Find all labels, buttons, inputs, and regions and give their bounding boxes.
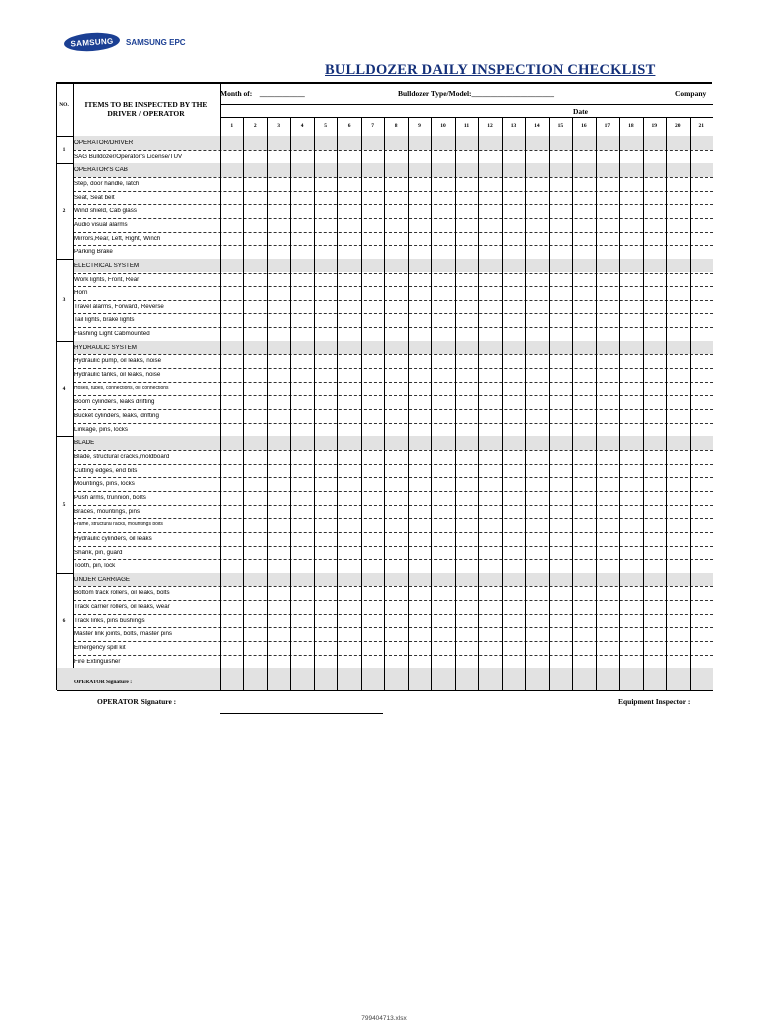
day-column-divider xyxy=(408,117,409,690)
day-number-9: 9 xyxy=(418,123,421,129)
inspector-signature-label: Equipment Inspector : xyxy=(618,697,691,706)
day-number-4: 4 xyxy=(300,123,304,129)
checklist-item: Step, door handle, latch xyxy=(74,180,140,187)
row-divider xyxy=(73,532,713,533)
checklist-item: Travel alarms, Forward, Reverse xyxy=(74,303,164,310)
day-number-16: 16 xyxy=(581,123,587,129)
checklist-item: Shank, pin, guard xyxy=(74,549,123,556)
day-number-12: 12 xyxy=(487,123,493,129)
checklist-item: Frame, structural racks, mountings bolts xyxy=(74,522,163,528)
checklist-item: Fire Extinguisher xyxy=(74,658,121,665)
section-heading: ELECTRICAL SYSTEM xyxy=(74,262,140,269)
day-number-20: 20 xyxy=(675,123,681,129)
day-number-21: 21 xyxy=(698,123,704,129)
row-divider xyxy=(73,368,713,369)
row-divider xyxy=(73,409,713,410)
row-divider xyxy=(73,518,713,519)
checklist-item: Horn xyxy=(74,290,88,297)
checklist-item: Hydraulic cylinders, oil leaks xyxy=(74,535,152,542)
operator-signature-line[interactable] xyxy=(220,713,383,714)
section-number: 5 xyxy=(62,501,66,508)
row-divider xyxy=(73,218,713,219)
checklist-item: Wind shield, Cab glass xyxy=(74,208,137,215)
samsung-logo-mark: SAMSUNG xyxy=(63,31,120,53)
row-divider xyxy=(73,655,713,656)
samsung-logo xyxy=(64,33,186,51)
checklist-item: Audio visual alarms xyxy=(74,221,128,228)
operator-signature-cell-label: OPERATOR Signature : xyxy=(74,680,133,686)
row-divider xyxy=(73,505,713,506)
row-divider xyxy=(73,354,713,355)
day-column-divider xyxy=(290,117,291,690)
month-label: Month of: xyxy=(220,89,253,98)
date-divider xyxy=(220,117,713,118)
checklist-item: Master link joints, bolts, master pins xyxy=(74,631,173,638)
checklist-item: Tooth, pin, lock xyxy=(74,563,116,570)
row-divider xyxy=(73,177,713,178)
section-number: 3 xyxy=(62,296,66,303)
checklist-item: Bottom track rollers, oil leaks, bolts xyxy=(74,590,170,597)
row-divider xyxy=(73,586,713,587)
file-name: 799404713.xlsx xyxy=(361,1015,407,1022)
month-blank[interactable]: ____________ xyxy=(259,89,305,98)
checklist-item: Emergency spill kit xyxy=(74,645,126,652)
day-column-divider xyxy=(549,117,550,690)
section-number: 1 xyxy=(62,146,66,153)
day-column-divider xyxy=(596,117,597,690)
row-divider xyxy=(73,641,713,642)
section-heading: OPERATOR/DRIVER xyxy=(74,140,134,146)
items-header: ITEMS TO BE INSPECTED BY THE DRIVER / OPERATOR xyxy=(84,100,208,118)
checklist-item: Seat, Seat belt xyxy=(74,194,115,201)
row-divider xyxy=(73,191,713,192)
checklist-item: Braces, mountings, pins xyxy=(74,508,141,515)
samsung-epc-text: SAMSUNG EPC xyxy=(126,37,186,47)
day-number-5: 5 xyxy=(324,123,327,129)
day-column-divider xyxy=(337,117,338,690)
day-number-19: 19 xyxy=(651,123,658,129)
checklist-item: Hydraulic pump, oil leaks, noise xyxy=(74,358,162,365)
row-divider xyxy=(73,382,713,383)
section-number: 4 xyxy=(62,385,66,392)
day-column-divider xyxy=(525,117,526,690)
row-divider xyxy=(73,232,713,233)
day-column-divider xyxy=(267,117,268,690)
items-column-divider xyxy=(220,84,221,690)
day-column-divider xyxy=(384,117,385,690)
date-label: Date xyxy=(573,107,588,116)
checklist-item: Hydraulic tanks, oil leaks, noise xyxy=(74,372,161,379)
type-field xyxy=(398,89,554,98)
checklist-item: Blade, structural cracks,moldboard xyxy=(74,453,170,460)
header-divider xyxy=(220,104,713,105)
row-divider xyxy=(73,600,713,601)
day-number-7: 7 xyxy=(371,123,374,129)
month-field xyxy=(220,89,305,98)
day-column-divider xyxy=(572,117,573,690)
row-divider xyxy=(73,450,713,451)
checklist-item: Linkage, pins, locks xyxy=(74,426,128,433)
checklist-item: Push arms, trunnion, bolts xyxy=(74,494,146,501)
day-number-3: 3 xyxy=(277,123,281,129)
day-number-17: 17 xyxy=(604,123,611,129)
day-column-divider xyxy=(666,117,667,690)
checklist-item: SAG Bulldozer/Operator's License/TUV xyxy=(74,153,183,160)
day-column-divider xyxy=(314,117,315,690)
row-divider xyxy=(73,395,713,396)
day-number-13: 13 xyxy=(510,123,517,129)
section-heading: OPERATOR'S CAB xyxy=(74,167,128,174)
checklist-item: Parking Brake xyxy=(74,249,113,256)
section-number: 2 xyxy=(62,208,66,215)
row-divider xyxy=(73,477,713,478)
checklist-item: Mountings, pins, locks xyxy=(74,481,135,488)
checklist-item: Tail lights, brake lights xyxy=(74,317,135,324)
section-number: 6 xyxy=(62,617,66,624)
day-number-18: 18 xyxy=(628,123,634,129)
section-heading: BLADE xyxy=(74,440,95,447)
day-column-divider xyxy=(619,117,620,690)
type-blank[interactable]: ______________________ xyxy=(471,89,555,98)
row-divider xyxy=(73,313,713,314)
no-column-divider xyxy=(73,84,74,668)
day-column-divider xyxy=(690,117,691,690)
row-divider xyxy=(73,150,713,151)
row-divider xyxy=(73,327,713,328)
row-divider xyxy=(73,245,713,246)
section-heading: UNDER CARRIAGE xyxy=(74,576,131,583)
day-number-6: 6 xyxy=(347,123,351,129)
inspection-table xyxy=(56,84,712,690)
row-divider xyxy=(73,423,713,424)
day-column-divider xyxy=(643,117,644,690)
day-number-2: 2 xyxy=(253,123,257,129)
row-divider xyxy=(73,286,713,287)
day-column-divider xyxy=(243,117,244,690)
checklist-item: Track links, pins bushings xyxy=(74,617,145,624)
checklist-item: Boom cylinders, leaks drifting xyxy=(74,399,155,406)
day-column-divider xyxy=(361,117,362,690)
row-divider xyxy=(73,546,713,547)
section-heading: HYDRAULIC SYSTEM xyxy=(74,344,137,351)
row-divider xyxy=(73,300,713,301)
company-label: Company xyxy=(675,89,707,98)
day-column-divider xyxy=(431,117,432,690)
checklist-item: Hoses, tubes, connections, oil connections xyxy=(74,385,169,391)
day-column-divider xyxy=(478,117,479,690)
checklist-item: Work lights, Front, Rear xyxy=(74,276,140,283)
no-header: NO. xyxy=(59,102,69,108)
checklist-item: Cutting edges, end bits xyxy=(74,467,138,474)
page-title: BULLDOZER DAILY INSPECTION CHECKLIST xyxy=(325,62,656,78)
checklist-item: Flashing Light Cabmounted xyxy=(74,331,150,338)
day-number-10: 10 xyxy=(440,123,446,129)
day-number-15: 15 xyxy=(557,123,564,129)
day-column-divider xyxy=(455,117,456,690)
row-divider xyxy=(73,464,713,465)
operator-signature-label: OPERATOR Signature : xyxy=(97,697,177,706)
row-divider xyxy=(73,491,713,492)
type-label: Bulldozer Type/Model: xyxy=(398,89,472,98)
row-divider xyxy=(73,614,713,615)
day-number-1: 1 xyxy=(230,123,234,129)
day-number-8: 8 xyxy=(394,123,398,129)
checklist-item: Track carrier rollers, oil leaks, wear xyxy=(74,604,170,611)
day-column-divider xyxy=(502,117,503,690)
checklist-item: Mirrors,Rear, Left, Right, Winch xyxy=(74,235,161,242)
day-number-11: 11 xyxy=(463,123,470,129)
row-divider xyxy=(73,627,713,628)
row-divider xyxy=(73,204,713,205)
row-divider xyxy=(73,273,713,274)
table-bottom-line xyxy=(57,690,713,691)
day-number-14: 14 xyxy=(534,123,540,129)
row-divider xyxy=(73,559,713,560)
checklist-item: Bucket cylinders, leaks, drifting xyxy=(74,413,159,419)
